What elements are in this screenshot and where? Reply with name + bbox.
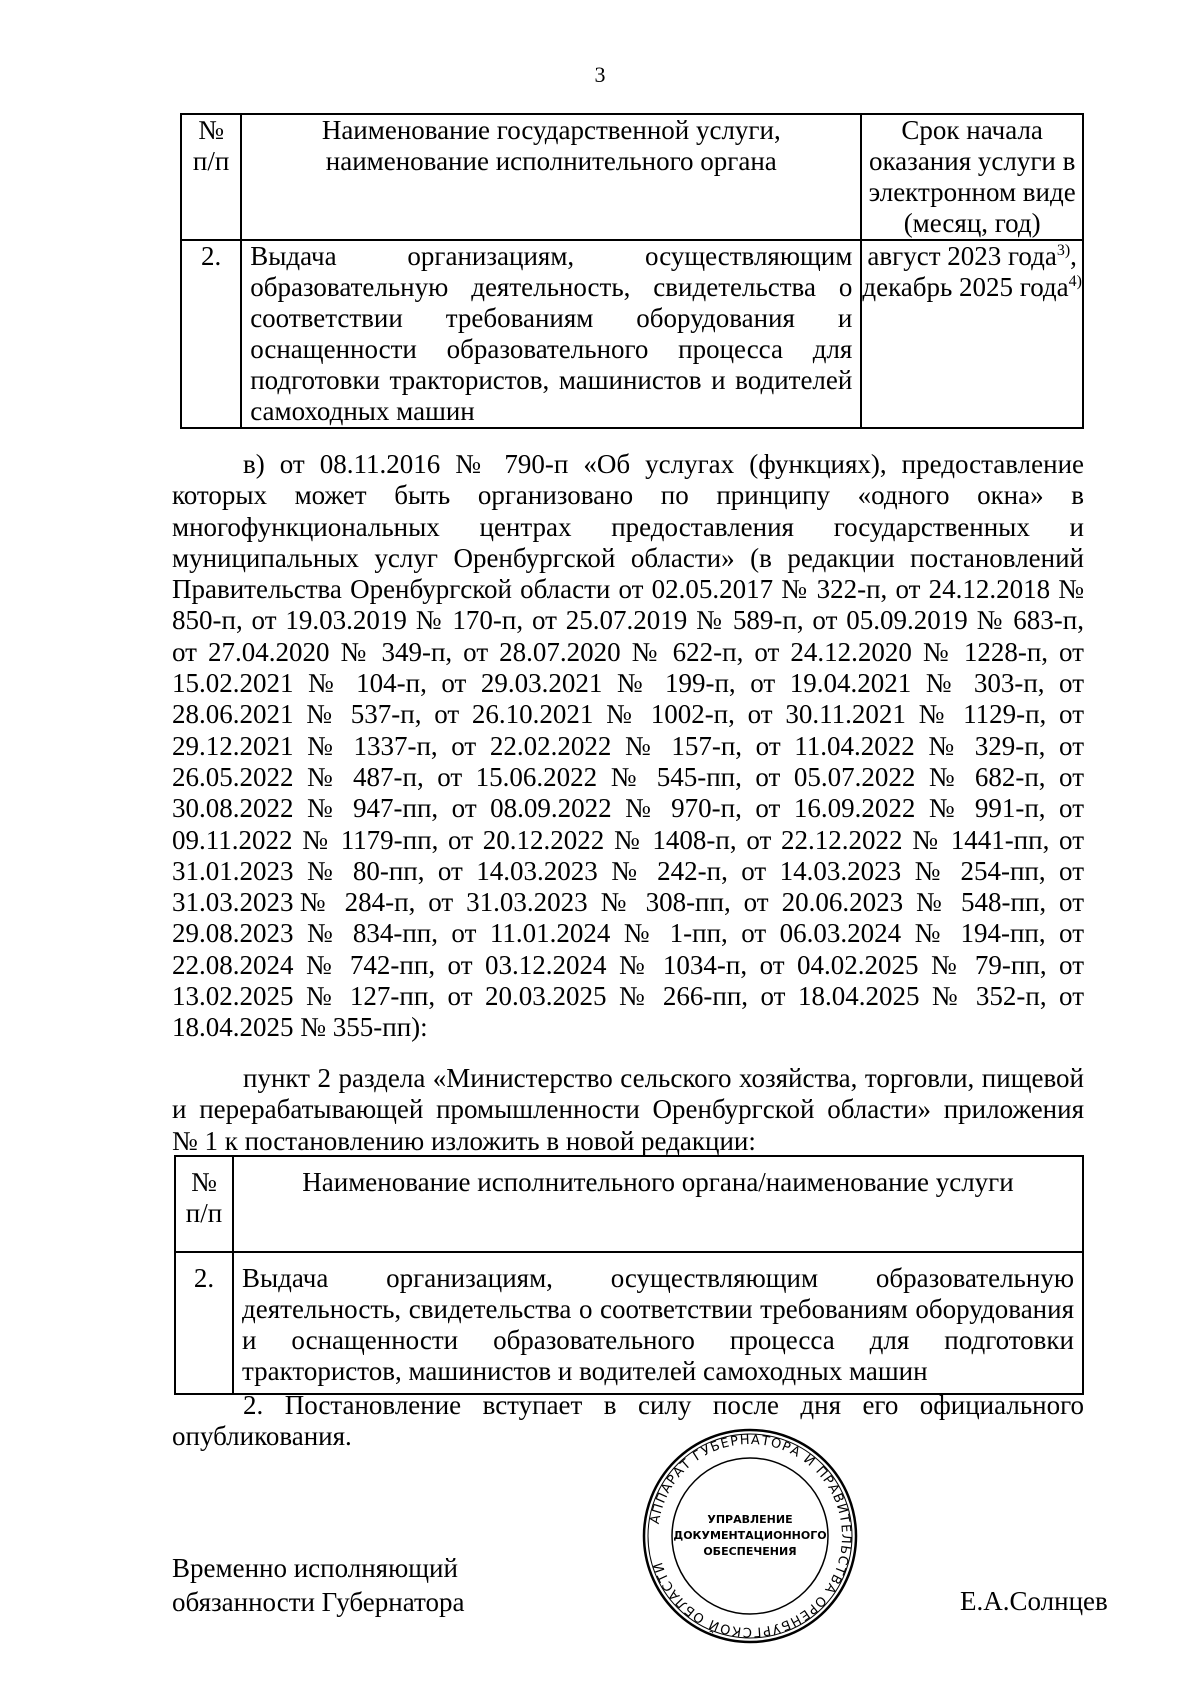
date-line <box>862 241 1082 272</box>
header-text: Наименование государственной услуги, <box>321 115 781 145</box>
amendment-paragraph: в) от 08.11.2016 № 790-п «Об услугах (функциях), предоставление которых может быть организовано по принципу «одного окна» в многофункциональных центрах предоставления государственных и муниципальных услуг Оренбургской области» (в редакции постановлений Правительства Оренбургской области от 02.05.2017 № 322-п, от 24.12.2018 № 850-п, от 19.03.2019 № 170-п, от 25.07.2019 № 589-п, от 05.09.2019 № 683-п, от 27.04.2020 № 349-п, от 28.07.2020 № 622-п, от 24.12.2020 № 1228-п, от 15.02.2021 № 104-п, от 29.03.2021 № 199-п, от 19.04.2021 № 303-п, от 28.06.2021 № 537-п, от 26.10.2021 № 1002-п, от 30.11.2021 № 1129-п, от 29.12.2021 № 1337-п, от 22.02.2022 № 157-п, от 11.04.2022 № 329-п, от 26.05.2022 № 487-п, от 15.06.2022 № 545-пп, от 05.07.2022 № 682-п, от 30.08.2022 № 947-пп, от 08.09.2022 № 970-п, от 16.09.2022 № 991-п, от 09.11.2022 № 1179-пп, от 20.12.2022 № 1408-п, от 22.12.2022 № 1441-пп, от 31.01.2023 № 80-пп, от 14.03.2023 № 242-п, от 14.03.2023 № 254-пп, от 31.03.2023№ 284-п, от 31.03.2023 № 308-пп, от 20.06.2023 № 548-пп, от 29.08.2023 № 834-пп, от 11.01.2024 № 1-пп, от 06.03.2024 № 194-пп, от 22.08.2024 № 742-пп, от 03.12.2024 № 1034-п, от 04.02.2025 № 79-пп, от 13.02.2025 № 127-пп, от 20.03.2025 № 266-пп, от 18.04.2025 № 352-п, от 18.04.2025 № 355-пп): <box>172 449 1084 1043</box>
signatory-title-line: обязанности Губернатора <box>172 1587 465 1617</box>
date-line <box>862 272 1082 303</box>
header-cell-start-date <box>861 114 1083 240</box>
header-text: № <box>191 1167 217 1197</box>
table-row <box>175 1252 1083 1394</box>
effective-date-paragraph: 2. Постановление вступает в силу после дня его официального опубликования. <box>172 1390 1084 1452</box>
stamp-center-line: УПРАВЛЕНИЕ <box>707 1513 793 1526</box>
header-text: электронном виде <box>868 177 1076 207</box>
signatory-name: Е.А.Солнцев <box>960 1586 1108 1616</box>
table-header-row <box>175 1156 1083 1252</box>
header-text: № <box>198 115 224 145</box>
header-text: п/п <box>192 146 230 176</box>
row-service-name: Выдача организациям, осуществляющим образовательную деятельность, свидетельства о соответствии требованиям оборудования и оснащенности образовательного процесса для подготовки трактористов, машинистов и водителей самоходных машин <box>241 240 861 428</box>
official-stamp <box>640 1426 860 1646</box>
header-text: наименование исполнительного органа <box>325 146 777 176</box>
item-paragraph: пункт 2 раздела «Министерство сельского хозяйства, торговли, пищевой и перерабатывающей промышленности Оренбургской области» приложения № 1 к постановлению изложить в новой редакции: <box>172 1063 1084 1156</box>
footnote-mark: 4) <box>1068 273 1082 290</box>
header-text: Срок начала <box>901 115 1043 145</box>
services-table <box>180 113 1084 429</box>
row-number: 2. <box>175 1252 233 1394</box>
header-cell-name: Наименование исполнительного органа/наименование услуги <box>233 1156 1083 1252</box>
new-edition-table <box>174 1155 1084 1395</box>
stamp-center-line: ОБЕСПЕЧЕНИЯ <box>703 1545 797 1558</box>
header-text: оказания услуги в <box>868 146 1076 176</box>
date-text: август 2023 года <box>867 241 1057 271</box>
header-text: п/п <box>185 1198 223 1228</box>
table-header-row <box>181 114 1083 240</box>
date-suffix: , <box>1070 241 1077 271</box>
header-cell-service-name <box>241 114 861 240</box>
date-text: декабрь 2025 года <box>862 272 1069 302</box>
row-number: 2. <box>181 240 241 428</box>
stamp-center-line: ДОКУМЕНТАЦИОННОГО <box>673 1529 827 1542</box>
signatory-title <box>172 1551 464 1619</box>
signatory-title-line: Временно исполняющий <box>172 1553 458 1583</box>
row-service-name: Выдача организациям, осуществляющим образовательную деятельность, свидетельства о соответствии требованиям оборудования и оснащенности образовательного процесса для подготовки трактористов, машинистов и водителей самоходных машин <box>233 1252 1083 1394</box>
page-number: 3 <box>594 62 606 87</box>
stamp-ring-text: АППАРАТ ГУБЕРНАТОРА И ПРАВИТЕЛЬСТВА ОРЕНБУРГСКОЙ ОБЛАСТИ <box>647 1432 854 1640</box>
table-row <box>181 240 1083 428</box>
header-text: (месяц, год) <box>903 208 1041 238</box>
header-cell-number <box>175 1156 233 1252</box>
footnote-mark: 3) <box>1056 242 1071 259</box>
header-cell-number <box>181 114 241 240</box>
row-start-date <box>861 240 1083 428</box>
